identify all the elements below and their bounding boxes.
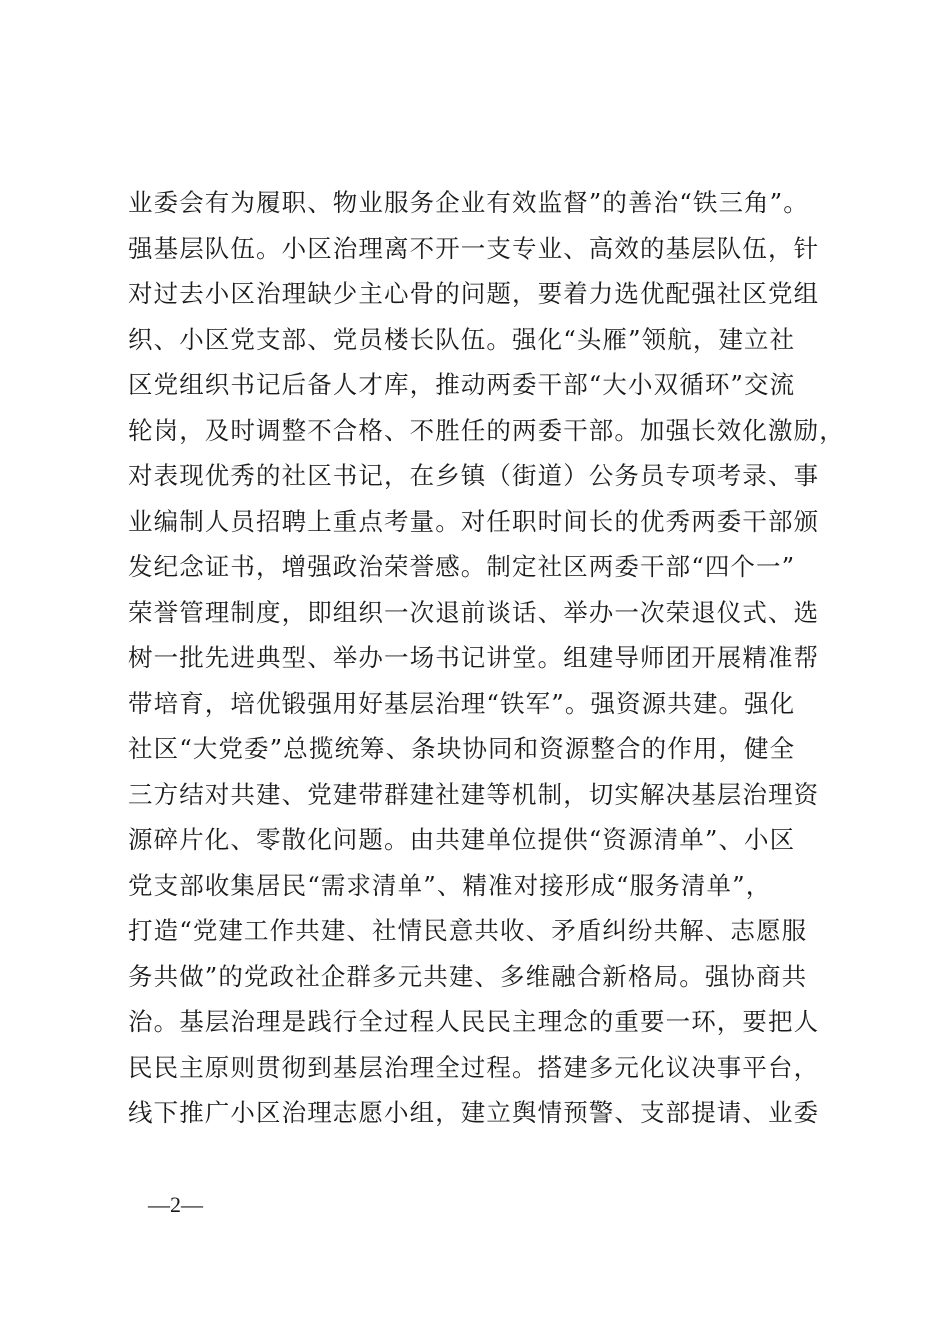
text-line: 源碎片化、零散化问题。由共建单位提供“资源清单”、小区 [128, 825, 796, 854]
text-line: 治。基层治理是践行全过程人民民主理念的重要一环，要把人 [128, 1007, 820, 1036]
text-line: 对表现优秀的社区书记，在乡镇（街道）公务员专项考录、事 [128, 461, 820, 490]
text-line: 打造“党建工作共建、社情民意共收、矛盾纠纷共解、志愿服 [128, 916, 808, 945]
text-line: 树一批先进典型、举办一场书记讲堂。组建导师团开展精准帮 [128, 643, 820, 672]
text-line: 民民主原则贯彻到基层治理全过程。搭建多元化议决事平台， [128, 1052, 820, 1082]
text-line: 社区“大党委”总揽统筹、条块协同和资源整合的作用，健全 [128, 734, 796, 763]
text-line: 党支部收集居民“需求清单”、精准对接形成“服务清单”， [128, 870, 772, 900]
body-text [128, 180, 848, 1136]
text-line: 业委会有为履职、物业服务企业有效监督”的善治“铁三角”。 [128, 188, 809, 217]
text-line: 务共做”的党政社企群多元共建、多维融合新格局。强协商共 [128, 961, 808, 991]
text-line: 业编制人员招聘上重点考量。对任职时间长的优秀两委干部颁 [128, 506, 820, 536]
text-line: 织、小区党支部、党员楼长队伍。强化“头雁”领航，建立社 [128, 324, 796, 354]
text-line: 带培育，培优锻强用好基层治理“铁军”。强资源共建。强化 [128, 688, 796, 718]
text-line: 线下推广小区治理志愿小组，建立舆情预警、支部提请、业委 [128, 1098, 820, 1127]
text-line: 强基层队伍。小区治理离不开一支专业、高效的基层队伍，针 [128, 233, 820, 263]
text-line: 三方结对共建、党建带群建社建等机制，切实解决基层治理资 [128, 779, 820, 809]
page-number: —2— [148, 1192, 203, 1217]
text-line: 发纪念证书，增强政治荣誉感。制定社区两委干部“四个一” [128, 552, 796, 581]
text-line: 对过去小区治理缺少主心骨的问题，要着力选优配强社区党组 [128, 279, 820, 308]
text-line: 区党组织书记后备人才库，推动两委干部“大小双循环”交流 [128, 370, 796, 399]
text-line: 荣誉管理制度，即组织一次退前谈话、举办一次荣退仪式、选 [128, 597, 820, 627]
text-line: 轮岗，及时调整不合格、不胜任的两委干部。加强长效化激励， [128, 415, 845, 445]
